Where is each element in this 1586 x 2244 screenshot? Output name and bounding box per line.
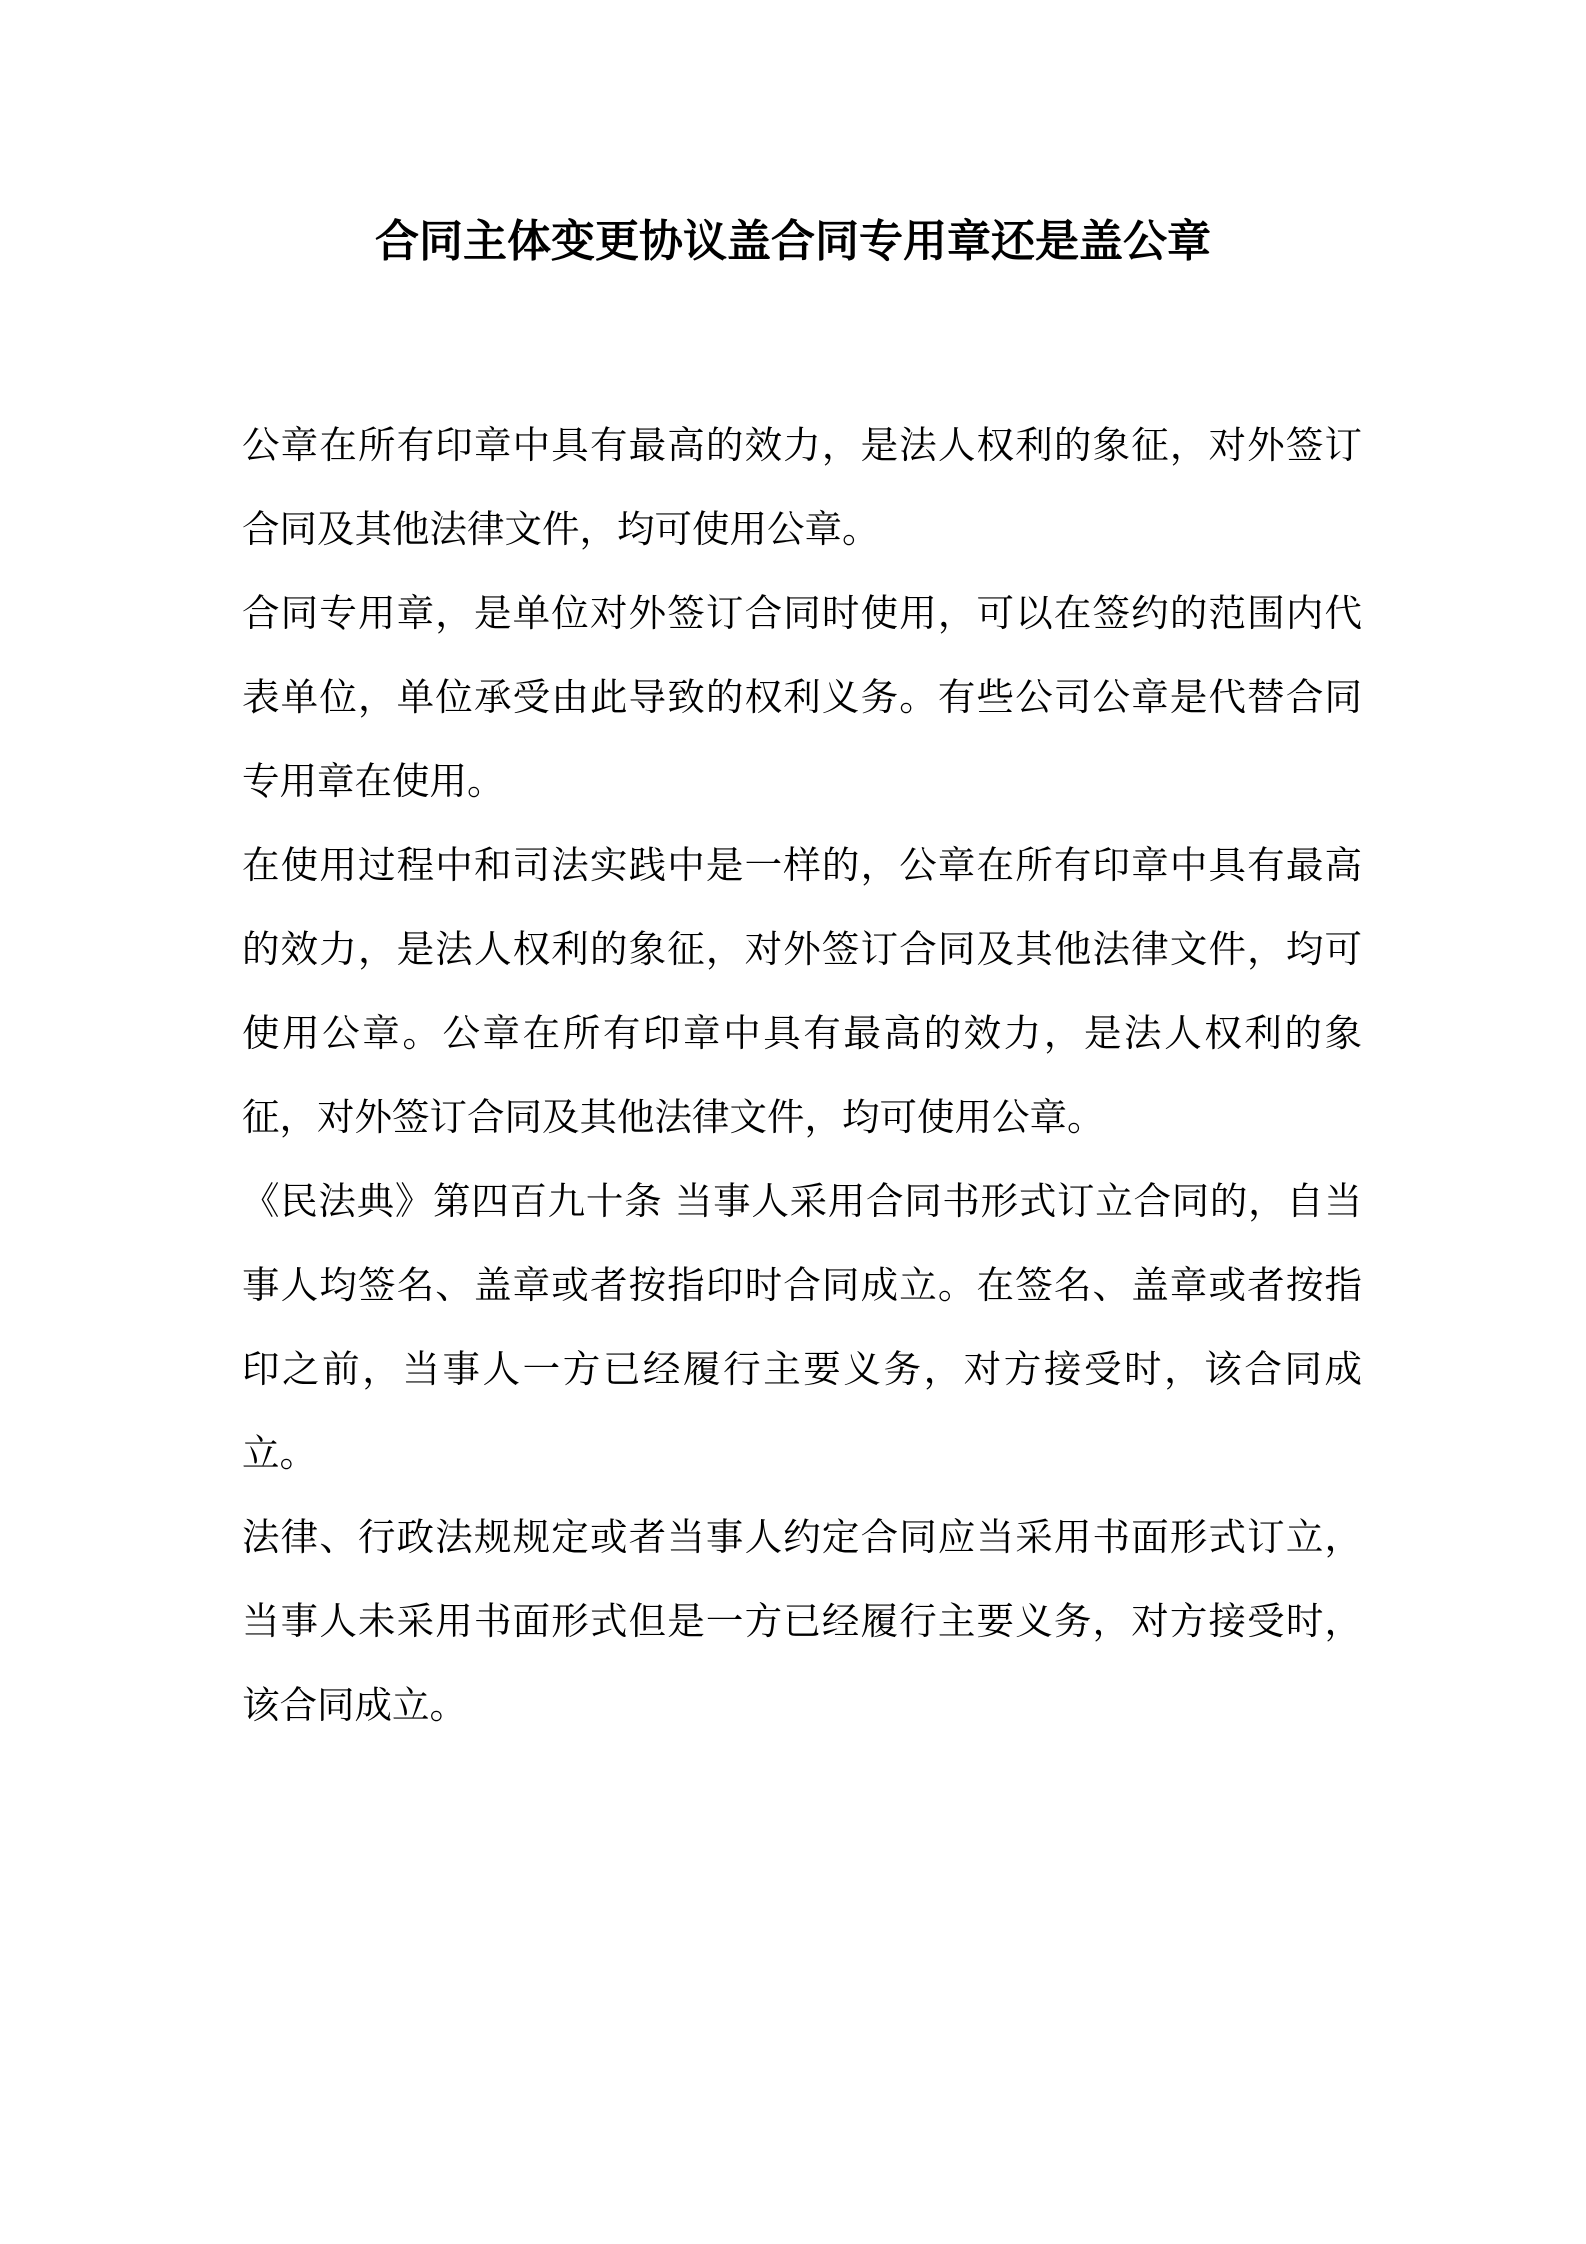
paragraph-contract-seal: 合同专用章，是单位对外签订合同时使用，可以在签约的范围内代表单位，单位承受由此导致的权利义务。有些公司公章是代替合同专用章在使用。 — [242, 591, 1362, 803]
document-body — [242, 403, 1362, 1747]
document-title: 合同主体变更协议盖合同专用章还是盖公章 — [375, 216, 1211, 267]
paragraph-official-seal: 公章在所有印章中具有最高的效力，是法人权利的象征，对外签订合同及其他法律文件，均可使用公章。 — [242, 423, 1362, 551]
paragraph-civil-code-article: 《民法典》第四百九十条 当事人采用合同书形式订立合同的，自当事人均签名、盖章或者按指印时合同成立。在签名、盖章或者按指印之前，当事人一方已经履行主要义务，对方接受时，该合同成立。 — [242, 1179, 1362, 1475]
paragraph-judicial-practice: 在使用过程中和司法实践中是一样的，公章在所有印章中具有最高的效力，是法人权利的象征，对外签订合同及其他法律文件，均可使用公章。公章在所有印章中具有最高的效力，是法人权利的象征，对外签订合同及其他法律文件，均可使用公章。 — [242, 843, 1362, 1139]
paragraph-written-form: 法律、行政法规规定或者当事人约定合同应当采用书面形式订立，当事人未采用书面形式但是一方已经履行主要义务，对方接受时，该合同成立。 — [242, 1515, 1362, 1727]
